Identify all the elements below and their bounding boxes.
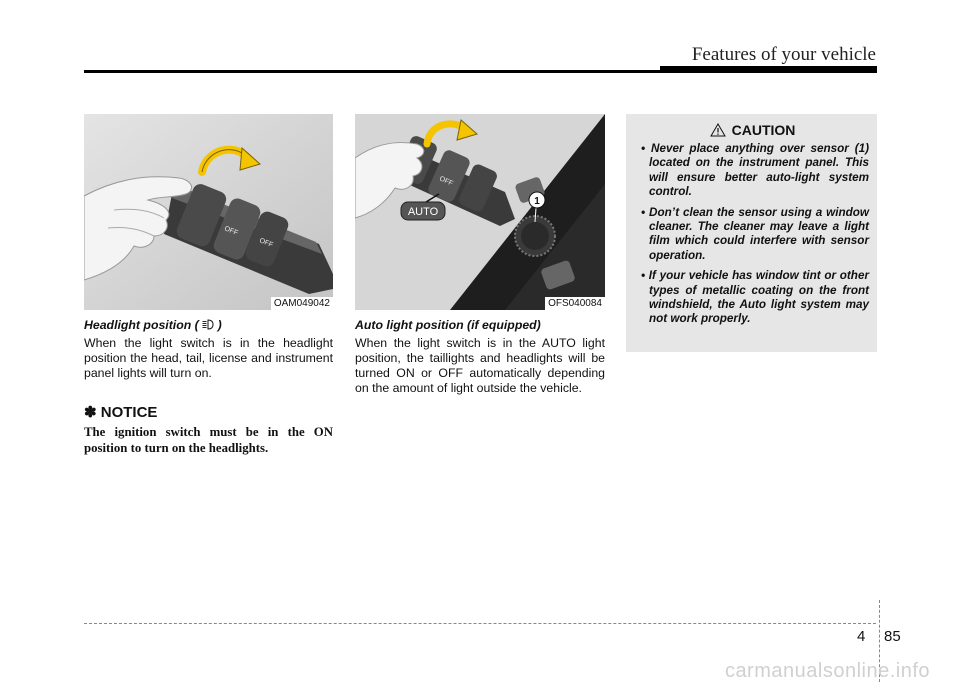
headlight-heading-suffix: ) bbox=[217, 318, 222, 332]
figure-code: OAM049042 bbox=[271, 297, 333, 310]
caution-item: • If your vehicle has window tint or other types of metallic coating on the front windshield, the Auto light system may not work properly. bbox=[641, 269, 869, 326]
section-title: Features of your vehicle bbox=[691, 44, 876, 65]
caution-item: • Don’t clean the sensor using a window cleaner. The cleaner may leave a light film which could interfere with sensor operation. bbox=[641, 205, 869, 262]
headlight-body: When the light switch is in the headlight position the head, tail, license and instrument panel lights will turn on. bbox=[84, 336, 333, 380]
headlight-switch-photo bbox=[84, 114, 333, 310]
caution-title: CAUTION bbox=[731, 122, 796, 138]
headlight-section bbox=[84, 318, 333, 456]
caution-box bbox=[626, 114, 877, 352]
caution-list bbox=[636, 142, 869, 327]
notice-text: The ignition switch must be in the ON position to turn on the headlights. bbox=[84, 425, 333, 455]
caution-item: • Never place anything over sensor (1) located on the instrument panel. This will ensure better auto-light system control. bbox=[641, 142, 869, 199]
auto-light-heading: Auto light position (if equipped) bbox=[355, 318, 541, 332]
figure-code: OFS040084 bbox=[545, 297, 605, 310]
watermark: carmanualsonline.info bbox=[724, 660, 930, 682]
auto-callout-label: AUTO bbox=[407, 206, 439, 218]
caution-header bbox=[636, 122, 869, 138]
auto-light-section bbox=[355, 318, 605, 396]
off-label: OFF bbox=[223, 225, 239, 238]
headlight-heading-prefix: Headlight position ( bbox=[84, 318, 199, 332]
off-label-3: OFF bbox=[438, 175, 454, 188]
off-label-2: OFF bbox=[258, 237, 274, 250]
footer-divider bbox=[84, 623, 876, 624]
notice-heading: ✽ NOTICE bbox=[84, 404, 158, 421]
headlight-icon bbox=[202, 319, 214, 330]
auto-light-illustration bbox=[355, 114, 605, 310]
auto-light-switch-photo bbox=[355, 114, 605, 310]
sensor-callout-number: 1 bbox=[534, 196, 540, 207]
headlight-heading bbox=[84, 318, 333, 333]
auto-light-body: When the light switch is in the AUTO light position, the taillights and headlights will be turned ON or OFF automatically depending on the amount of light outside the vehicle. bbox=[355, 336, 605, 395]
warning-triangle-icon bbox=[710, 123, 726, 137]
page-number: 85 bbox=[884, 628, 901, 645]
header-rule-accent bbox=[660, 66, 877, 73]
headlight-switch-illustration bbox=[84, 114, 333, 310]
chapter-number: 4 bbox=[857, 628, 866, 645]
